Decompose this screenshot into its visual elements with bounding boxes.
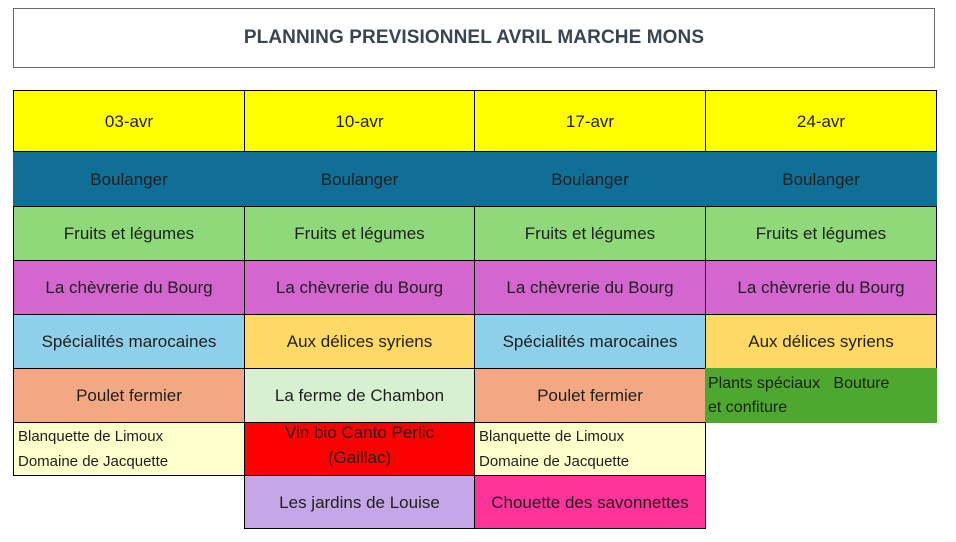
cell-chevrerie: La chèvrerie du Bourg (244, 260, 475, 315)
cell-fruits-legumes: Fruits et légumes (13, 206, 245, 261)
plants-line-2: et confiture (708, 398, 788, 416)
date-header-10-avr: 10-avr (244, 90, 475, 152)
cell-fruits-legumes: Fruits et légumes (244, 206, 475, 261)
cell-boulanger: Boulanger (705, 152, 937, 207)
cell-blanquette-limoux (474, 422, 706, 476)
cell-delices-syriens: Aux délices syriens (244, 314, 475, 369)
plants-line-1: Plants spéciaux Bouture (708, 374, 890, 392)
cell-delices-syriens: Aux délices syriens (705, 314, 937, 369)
vin-line-2: (Gaillac) (327, 448, 392, 467)
date-header-17-avr: 17-avr (474, 90, 706, 152)
cell-specialites-marocaines: Spécialités marocaines (474, 314, 706, 369)
page-title: PLANNING PREVISIONNEL AVRIL MARCHE MONS (13, 8, 935, 68)
blanquette-line-1: Blanquette de Limoux (479, 428, 625, 445)
cell-fruits-legumes: Fruits et légumes (474, 206, 706, 261)
cell-jardins-louise: Les jardins de Louise (244, 475, 475, 529)
cell-chevrerie: La chèvrerie du Bourg (13, 260, 245, 315)
cell-plants-speciaux (705, 368, 937, 423)
cell-boulanger: Boulanger (244, 152, 475, 207)
cell-chevrerie: La chèvrerie du Bourg (705, 260, 937, 315)
date-header-03-avr: 03-avr (13, 90, 245, 152)
cell-boulanger: Boulanger (13, 152, 245, 207)
cell-chouette-savonnettes: Chouette des savonnettes (474, 475, 706, 529)
date-header-24-avr: 24-avr (705, 90, 937, 152)
blanquette-line-1: Blanquette de Limoux (18, 428, 164, 445)
cell-boulanger: Boulanger (474, 152, 706, 207)
cell-fruits-legumes: Fruits et légumes (705, 206, 937, 261)
cell-ferme-chambon: La ferme de Chambon (244, 368, 475, 423)
vin-line-1: Vin bio Canto Perlic (285, 423, 434, 442)
cell-chevrerie: La chèvrerie du Bourg (474, 260, 706, 315)
blanquette-line-2: Domaine de Jacquette (479, 453, 630, 470)
cell-blanquette-limoux (13, 422, 245, 476)
cell-poulet-fermier: Poulet fermier (474, 368, 706, 423)
cell-vin-bio (244, 422, 475, 476)
cell-specialites-marocaines: Spécialités marocaines (13, 314, 245, 369)
blanquette-line-2: Domaine de Jacquette (18, 453, 169, 470)
cell-poulet-fermier: Poulet fermier (13, 368, 245, 423)
